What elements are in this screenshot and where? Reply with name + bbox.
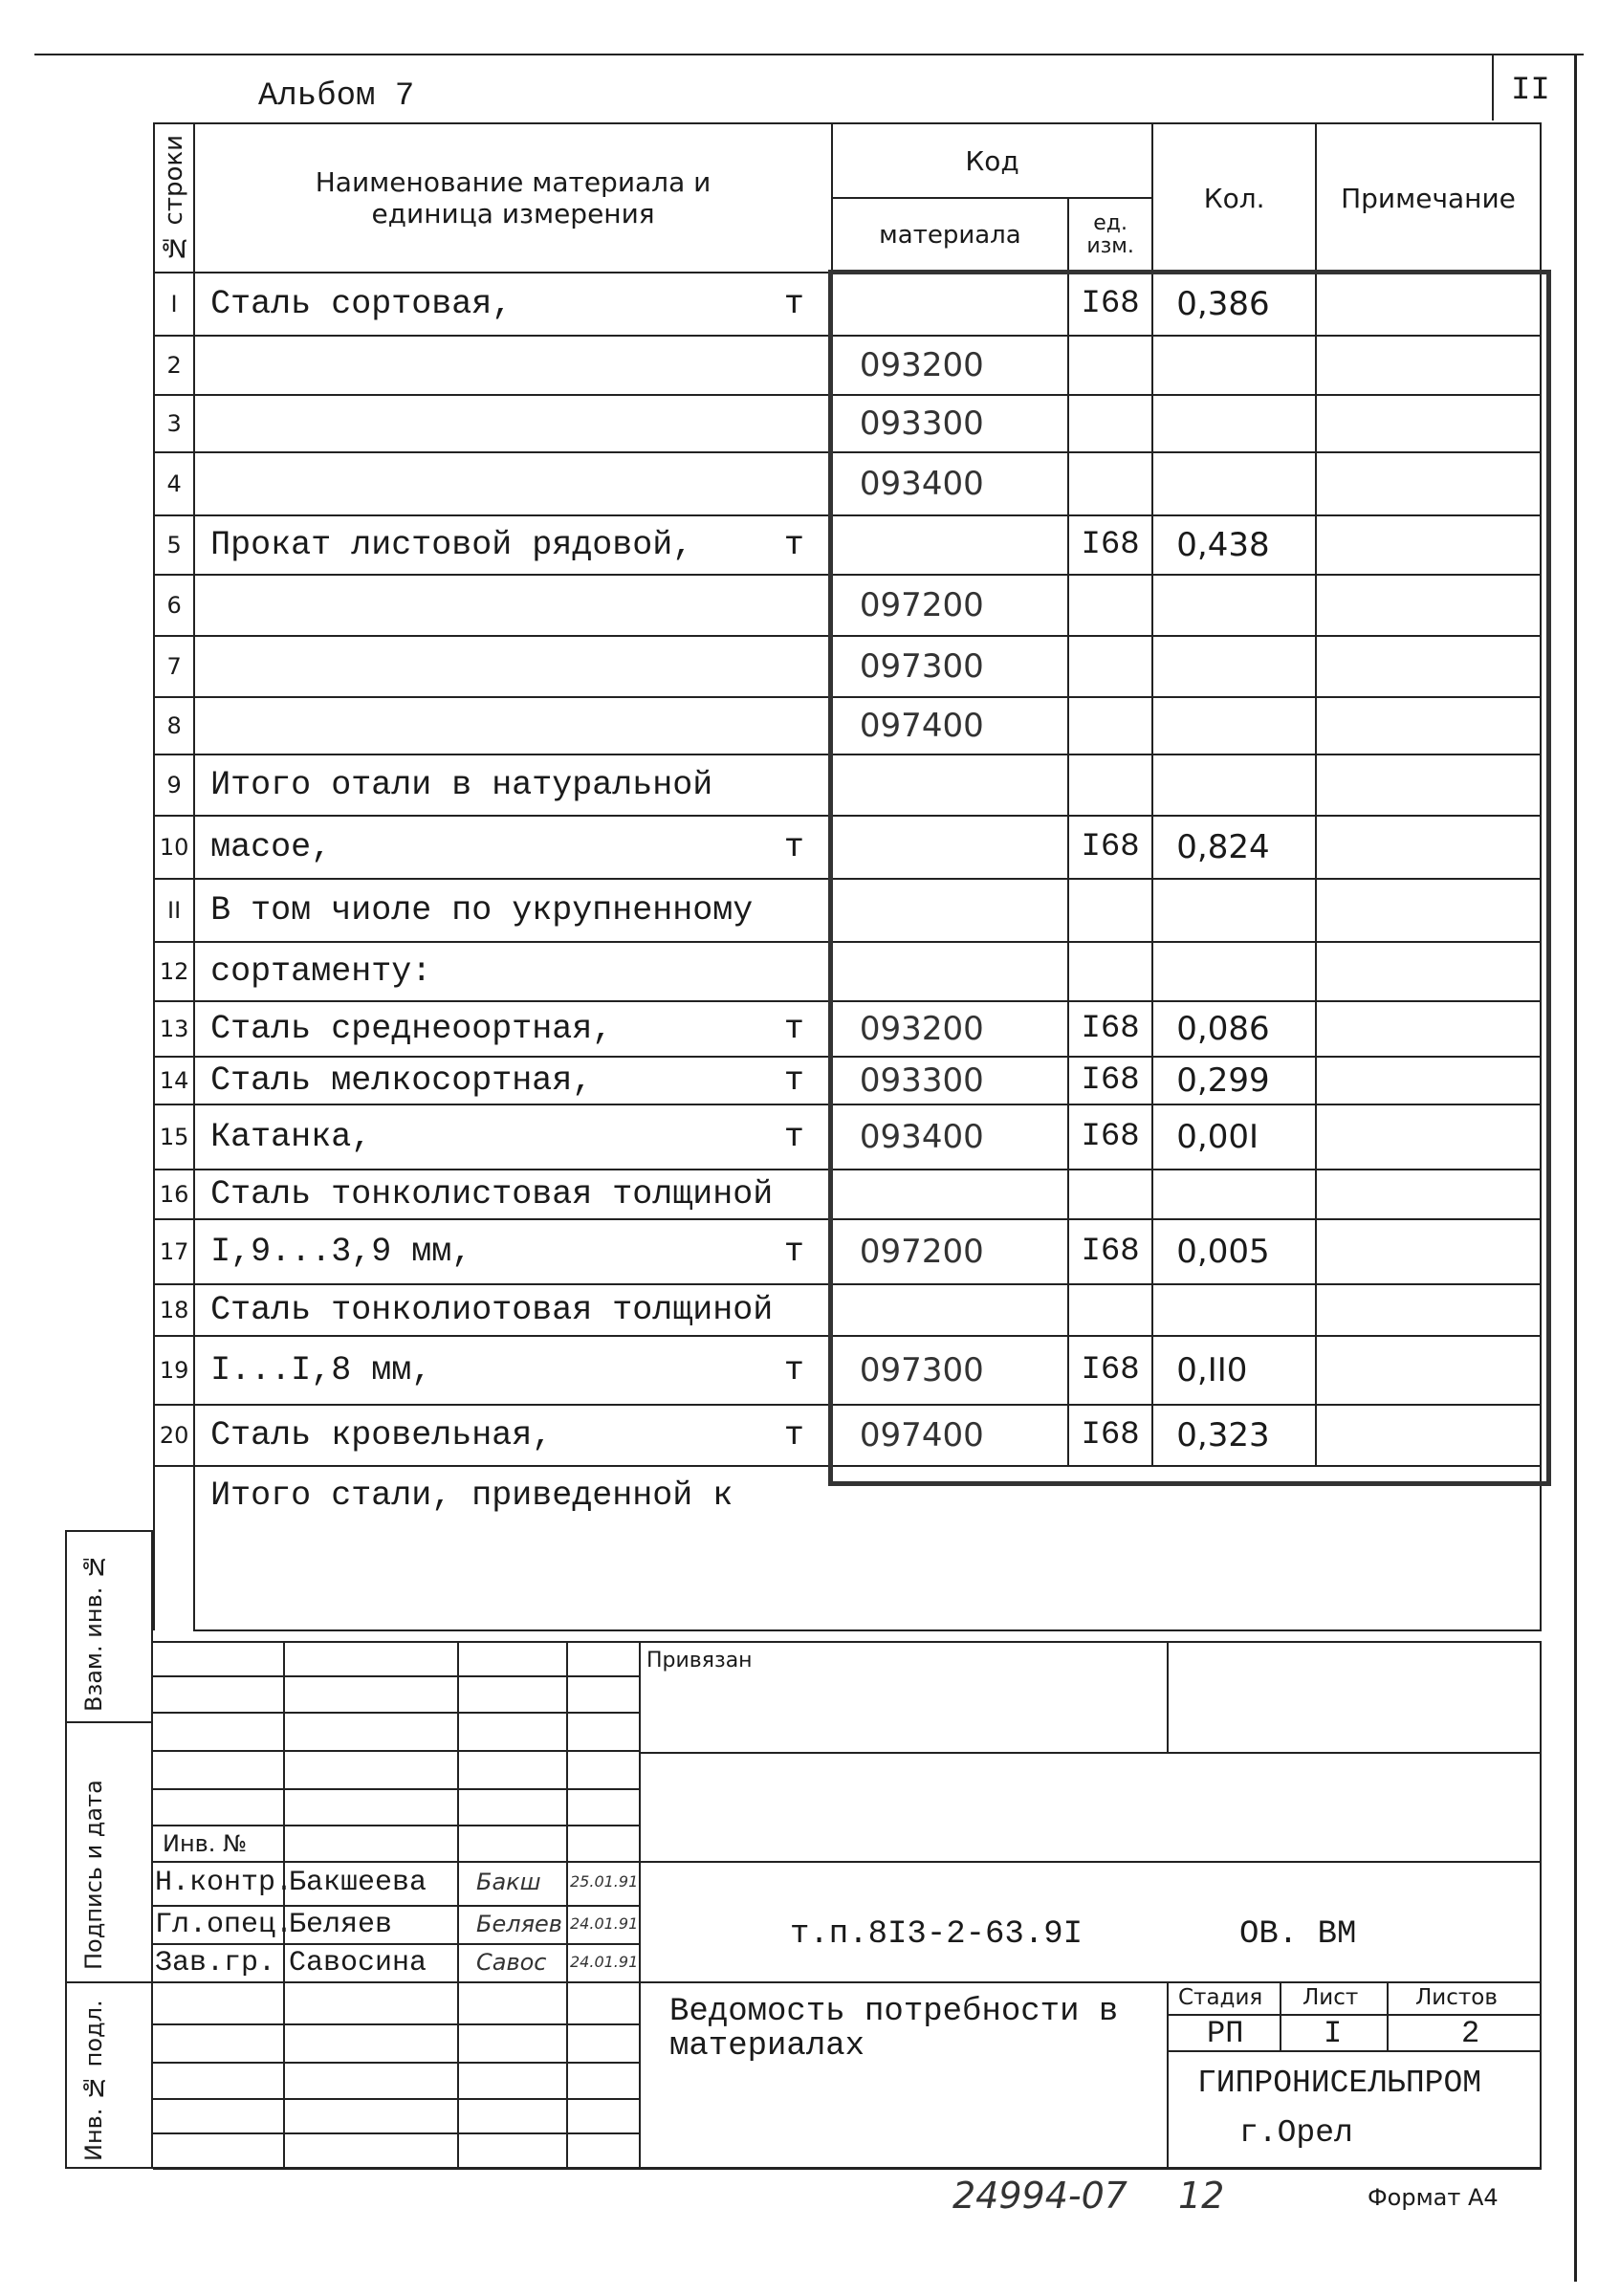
table-row (154, 879, 1541, 942)
note-cell (1316, 1284, 1541, 1336)
signer-name: Бакшеева (289, 1867, 427, 1899)
unit-label: т (783, 1351, 804, 1389)
unit-code (1068, 1284, 1152, 1336)
stage-value: РП (1207, 2016, 1244, 2051)
top-border-line (34, 54, 1584, 55)
note-cell (1316, 1219, 1541, 1284)
quantity (1152, 879, 1316, 942)
unit-code: I68 (1068, 1057, 1152, 1104)
material-code: 093200 (832, 1001, 1068, 1057)
material-name-cell (194, 636, 832, 697)
signer-date: 24.01.91 (570, 1914, 639, 1933)
vzam-inv-label: Взам. инв. № (80, 1553, 107, 1712)
qty-header: Кол. (1152, 123, 1316, 273)
material-code (832, 515, 1068, 575)
inv-podl-label: Инв. № подл. (80, 2000, 107, 2161)
material-code (832, 1170, 1068, 1219)
table-row (154, 575, 1541, 636)
code-material-header: материала (832, 198, 1068, 273)
unit-label: т (783, 828, 804, 866)
note-cell (1316, 754, 1541, 816)
unit-label: т (783, 526, 804, 564)
signer-role: Зав.гр. (155, 1947, 276, 1979)
sheets-value: 2 (1461, 2016, 1480, 2051)
table-row (154, 636, 1541, 697)
material-name: масое, (210, 828, 332, 866)
material-code: 097400 (832, 1405, 1068, 1466)
material-name-cell (194, 575, 832, 636)
format-label: Формат А4 (1368, 2184, 1499, 2211)
quantity: 0,824 (1152, 816, 1316, 879)
note-cell (1316, 816, 1541, 879)
city: г.Орел (1239, 2115, 1353, 2151)
podpis-data-label: Подпись и дата (80, 1780, 107, 1970)
organization: ГИПРОНИСЕЛЬПРОМ (1197, 2066, 1482, 2101)
quantity: 0,438 (1152, 515, 1316, 575)
unit-code (1068, 336, 1152, 395)
continuation-row: Итого стали, приведенной к (194, 1466, 1541, 1630)
table-row (154, 336, 1541, 395)
material-code (832, 754, 1068, 816)
quantity (1152, 1284, 1316, 1336)
table-row (154, 1057, 1541, 1104)
table-row (154, 515, 1541, 575)
material-name: Сталь среднеоортная, (210, 1010, 613, 1048)
note-cell (1316, 636, 1541, 697)
row-number: 15 (154, 1104, 194, 1170)
note-cell (1316, 273, 1541, 336)
material-code (832, 942, 1068, 1001)
signer-signature: Бакш (476, 1869, 541, 1895)
note-cell (1316, 1001, 1541, 1057)
table-row (154, 942, 1541, 1001)
note-cell (1316, 1170, 1541, 1219)
material-code: 093200 (832, 336, 1068, 395)
row-number: 8 (154, 697, 194, 754)
quantity (1152, 452, 1316, 515)
unit-code (1068, 395, 1152, 452)
material-code: 097300 (832, 1336, 1068, 1405)
table-row (154, 1001, 1541, 1057)
row-number: 5 (154, 515, 194, 575)
signer-role: Н.контр. (155, 1867, 294, 1899)
quantity: 0,00I (1152, 1104, 1316, 1170)
row-number: 3 (154, 395, 194, 452)
material-name: Катанка, (210, 1118, 372, 1156)
table-row (154, 1170, 1541, 1219)
material-code (832, 879, 1068, 942)
unit-label: т (783, 1233, 804, 1271)
material-name-cell (194, 1336, 832, 1405)
material-name: Сталь сортовая, (210, 285, 513, 323)
material-name-cell (194, 697, 832, 754)
note-cell (1316, 515, 1541, 575)
unit-label: т (783, 1061, 804, 1100)
note-cell (1316, 942, 1541, 1001)
unit-label: т (783, 1416, 804, 1454)
row-number: 17 (154, 1219, 194, 1284)
row-number: 20 (154, 1405, 194, 1466)
unit-code: I68 (1068, 1405, 1152, 1466)
quantity (1152, 636, 1316, 697)
row-number: 16 (154, 1170, 194, 1219)
material-name: Прокат листовой рядовой, (210, 526, 693, 564)
table-row (154, 1219, 1541, 1284)
note-cell (1316, 1057, 1541, 1104)
privyazan-label: Привязан (646, 1649, 753, 1673)
code-unit-header: ед. изм. (1068, 198, 1152, 273)
name-header: Наименование материала и единица измерения (194, 123, 832, 273)
unit-code: I68 (1068, 1336, 1152, 1405)
material-code (832, 1284, 1068, 1336)
code-header: Код (832, 123, 1152, 198)
table-row (154, 395, 1541, 452)
row-number: 19 (154, 1336, 194, 1405)
quantity (1152, 754, 1316, 816)
note-cell (1316, 336, 1541, 395)
row-number: 2 (154, 336, 194, 395)
inv-no-label: Инв. № (163, 1830, 248, 1857)
unit-code: I68 (1068, 1104, 1152, 1170)
table-row (154, 1336, 1541, 1405)
material-code: 097200 (832, 575, 1068, 636)
materials-table (153, 122, 1542, 1631)
sheet-number: II (1511, 73, 1550, 109)
unit-code: I68 (1068, 1219, 1152, 1284)
quantity: 0,005 (1152, 1219, 1316, 1284)
unit-code: I68 (1068, 816, 1152, 879)
album-title: Альбом 7 (258, 78, 415, 115)
material-name: сортаменту: (210, 952, 432, 991)
row-number: 9 (154, 754, 194, 816)
signer-name: Савосина (289, 1947, 427, 1979)
quantity (1152, 336, 1316, 395)
quantity (1152, 395, 1316, 452)
material-name-cell (194, 1104, 832, 1170)
material-name-cell (194, 336, 832, 395)
quantity: 0,386 (1152, 273, 1316, 336)
material-name-cell (194, 1001, 832, 1057)
row-number: 13 (154, 1001, 194, 1057)
material-name-cell (194, 1170, 832, 1219)
archive-number: 24994-07 (952, 2175, 1127, 2217)
material-code: 093400 (832, 1104, 1068, 1170)
quantity: 0,299 (1152, 1057, 1316, 1104)
quantity: 0,086 (1152, 1001, 1316, 1057)
material-name-cell (194, 452, 832, 515)
material-name-cell (194, 754, 832, 816)
row-number: II (154, 879, 194, 942)
material-code (832, 273, 1068, 336)
sheet-value: I (1324, 2016, 1343, 2051)
material-name-cell (194, 879, 832, 942)
note-cell (1316, 1104, 1541, 1170)
unit-code (1068, 452, 1152, 515)
table-row (154, 452, 1541, 515)
material-name-cell (194, 816, 832, 879)
material-code: 093400 (832, 452, 1068, 515)
row-number: 12 (154, 942, 194, 1001)
signer-signature: Савос (476, 1949, 547, 1976)
signer-role: Гл.опец. (155, 1909, 294, 1941)
side-strip-left (65, 1530, 67, 2169)
unit-code: I68 (1068, 273, 1152, 336)
unit-code (1068, 754, 1152, 816)
document-title: Ведомость потребности в материалах (669, 1994, 1119, 2065)
table-row (154, 1284, 1541, 1336)
note-cell (1316, 1336, 1541, 1405)
material-name-cell (194, 515, 832, 575)
unit-code: I68 (1068, 515, 1152, 575)
material-code: 097300 (832, 636, 1068, 697)
unit-code (1068, 1170, 1152, 1219)
note-cell (1316, 452, 1541, 515)
unit-label: т (783, 1010, 804, 1048)
material-name: Сталь тонколиотовая толщиной (210, 1291, 774, 1329)
unit-code: I68 (1068, 1001, 1152, 1057)
table-row (154, 697, 1541, 754)
row-number: 4 (154, 452, 194, 515)
quantity: 0,323 (1152, 1405, 1316, 1466)
material-name-cell (194, 395, 832, 452)
page-number: 12 (1178, 2175, 1225, 2217)
table-row (154, 1104, 1541, 1170)
material-name: Итого отали в натуральной (210, 766, 713, 804)
material-code: 097400 (832, 697, 1068, 754)
note-cell (1316, 879, 1541, 942)
quantity (1152, 697, 1316, 754)
quantity (1152, 942, 1316, 1001)
material-name: Сталь мелкосортная, (210, 1061, 593, 1100)
quantity (1152, 1170, 1316, 1219)
note-cell (1316, 697, 1541, 754)
signer-date: 24.01.91 (570, 1953, 639, 1971)
row-number: 6 (154, 575, 194, 636)
doc-mark: ОВ. ВМ (1239, 1916, 1357, 1953)
row-number-header: № строки (154, 123, 194, 273)
right-border-line (1574, 54, 1577, 2282)
material-name: Сталь кровельная, (210, 1416, 553, 1454)
quantity (1152, 575, 1316, 636)
material-name: I,9...3,9 мм, (210, 1233, 472, 1271)
row-number: 14 (154, 1057, 194, 1104)
unit-label: т (783, 1118, 804, 1156)
table-row (154, 754, 1541, 816)
sheets-label: Листов (1415, 1985, 1498, 2010)
table-row (154, 1405, 1541, 1466)
material-name: I...I,8 мм, (210, 1351, 432, 1389)
table-row (154, 816, 1541, 879)
row-number: 7 (154, 636, 194, 697)
sheet-number-box-left (1492, 54, 1494, 120)
material-name-cell (194, 1405, 832, 1466)
signer-name: Беляев (289, 1909, 393, 1941)
row-number: 10 (154, 816, 194, 879)
material-name-cell (194, 1057, 832, 1104)
unit-label: т (783, 285, 804, 323)
unit-code (1068, 697, 1152, 754)
stage-label: Стадия (1178, 1985, 1263, 2010)
material-name: Сталь тонколистовая толщиной (210, 1175, 774, 1214)
note-header: Примечание (1316, 123, 1541, 273)
sheet-label: Лист (1303, 1985, 1359, 2010)
material-name-cell (194, 1284, 832, 1336)
doc-code: т.п.8I3-2-63.9I (790, 1916, 1084, 1953)
material-name: В том чиоле по укрупненному (210, 891, 754, 929)
material-code (832, 816, 1068, 879)
quantity: 0,II0 (1152, 1336, 1316, 1405)
material-code: 093300 (832, 395, 1068, 452)
note-cell (1316, 395, 1541, 452)
unit-code (1068, 575, 1152, 636)
material-name-cell (194, 1219, 832, 1284)
row-number: 18 (154, 1284, 194, 1336)
row-number: I (154, 273, 194, 336)
side-strip-right (151, 1530, 153, 2169)
signer-date: 25.01.91 (570, 1872, 639, 1891)
material-name-cell (194, 273, 832, 336)
note-cell (1316, 575, 1541, 636)
signer-signature: Беляев (476, 1911, 562, 1937)
material-code: 097200 (832, 1219, 1068, 1284)
note-cell (1316, 1405, 1541, 1466)
material-name-cell (194, 942, 832, 1001)
unit-code (1068, 879, 1152, 942)
table-row (154, 273, 1541, 336)
material-code: 093300 (832, 1057, 1068, 1104)
unit-code (1068, 942, 1152, 1001)
unit-code (1068, 636, 1152, 697)
